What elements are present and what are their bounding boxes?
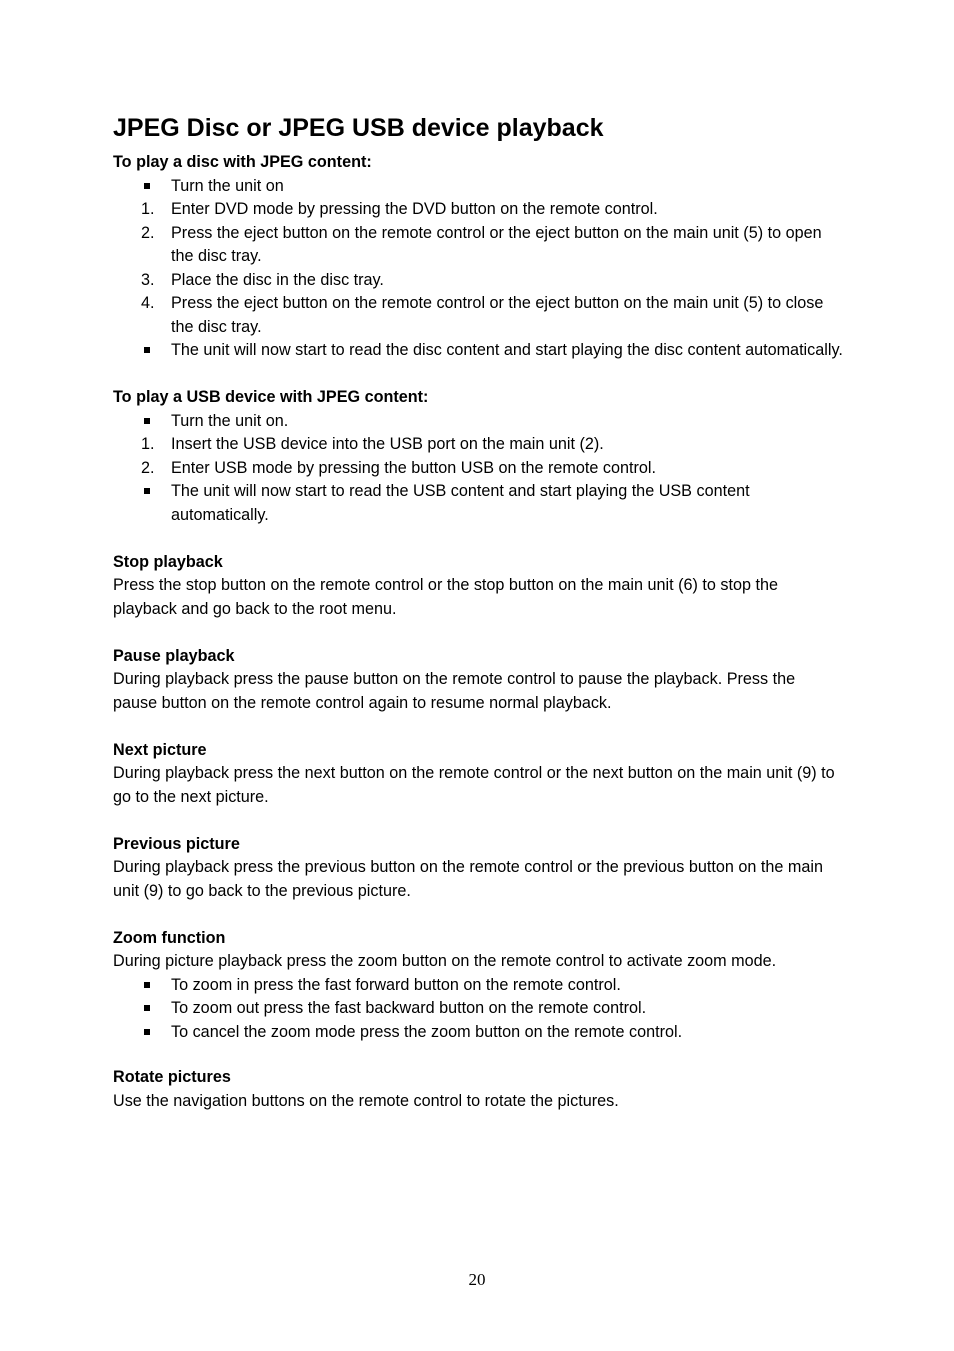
disc-heading: To play a disc with JPEG content: xyxy=(113,153,372,171)
rotate-heading: Rotate pictures xyxy=(113,1068,231,1086)
list-item xyxy=(113,175,843,199)
bullet-icon xyxy=(144,488,150,494)
list-number: 4. xyxy=(141,294,155,312)
disc-steps xyxy=(113,175,843,363)
usb-heading: To play a USB device with JPEG content: xyxy=(113,388,429,406)
list-item-text: Enter USB mode by pressing the button USB on the remote control. xyxy=(171,458,656,477)
list-item xyxy=(113,457,843,481)
previous-body: During playback press the previous button on the remote control or the previous button on the main unit (9) to go back to the previous picture. xyxy=(113,858,823,900)
bullet-icon xyxy=(144,1005,150,1011)
list-item-text: Turn the unit on. xyxy=(171,411,289,430)
rotate-body: Use the navigation buttons on the remote control to rotate the pictures. xyxy=(113,1091,619,1110)
list-number: 1. xyxy=(141,435,155,453)
zoom-bullets xyxy=(113,974,843,1045)
previous-heading: Previous picture xyxy=(113,834,240,853)
stop-heading: Stop playback xyxy=(113,552,223,571)
list-number: 2. xyxy=(141,223,155,242)
list-item xyxy=(113,198,843,222)
list-item xyxy=(113,292,843,339)
zoom-heading: Zoom function xyxy=(113,928,226,947)
list-item-text: Enter DVD mode by pressing the DVD button on the remote control. xyxy=(171,200,658,218)
page-number: 20 xyxy=(468,1270,486,1289)
usb-steps xyxy=(113,410,843,528)
list-number: 2. xyxy=(141,458,155,477)
list-item xyxy=(113,339,843,363)
bullet-icon xyxy=(144,347,150,353)
list-item xyxy=(113,480,843,527)
pause-body: During playback press the pause button on the remote control to pause the playback. Press the pause button on the remote control again to resume normal playback. xyxy=(113,670,796,712)
zoom-body: During picture playback press the zoom button on the remote control to activate zoom mode. xyxy=(113,952,777,970)
list-item xyxy=(113,269,843,293)
bullet-icon xyxy=(144,418,150,424)
list-item-text: Place the disc in the disc tray. xyxy=(171,270,384,289)
list-item xyxy=(113,222,843,269)
bullet-icon xyxy=(144,1029,150,1035)
page-title: JPEG Disc or JPEG USB device playback xyxy=(113,114,604,142)
next-heading: Next picture xyxy=(113,740,207,759)
next-body: During playback press the next button on the remote control or the next button on the main unit (9) to go to the next picture. xyxy=(113,764,835,806)
stop-body: Press the stop button on the remote control or the stop button on the main unit (6) to stop the playback and go back to the root menu. xyxy=(113,576,778,618)
list-item: To zoom out press the fast backward button on the remote control. xyxy=(113,997,843,1021)
list-item xyxy=(113,433,843,457)
list-number: 3. xyxy=(141,270,155,289)
list-item-text: Turn the unit on xyxy=(171,176,284,195)
pause-heading: Pause playback xyxy=(113,646,235,665)
list-item-text: Insert the USB device into the USB port on the main unit (2). xyxy=(171,435,604,453)
bullet-icon xyxy=(144,982,150,988)
list-item-text: Press the eject button on the remote control or the eject button on the main unit (5) to close the disc tray. xyxy=(171,294,824,336)
list-number: 1. xyxy=(141,200,155,218)
list-item: To zoom in press the fast forward button on the remote control. xyxy=(113,974,843,998)
list-item: To cancel the zoom mode press the zoom button on the remote control. xyxy=(113,1021,843,1045)
list-item-text: The unit will now start to read the USB content and start playing the USB content automatically. xyxy=(171,482,750,524)
document-page xyxy=(113,112,843,1113)
list-item-text: Press the eject button on the remote control or the eject button on the main unit (5) to open the disc tray. xyxy=(171,223,822,265)
list-item xyxy=(113,410,843,434)
bullet-icon xyxy=(144,183,150,189)
list-item-text: The unit will now start to read the disc content and start playing the disc content automatically. xyxy=(171,341,843,359)
